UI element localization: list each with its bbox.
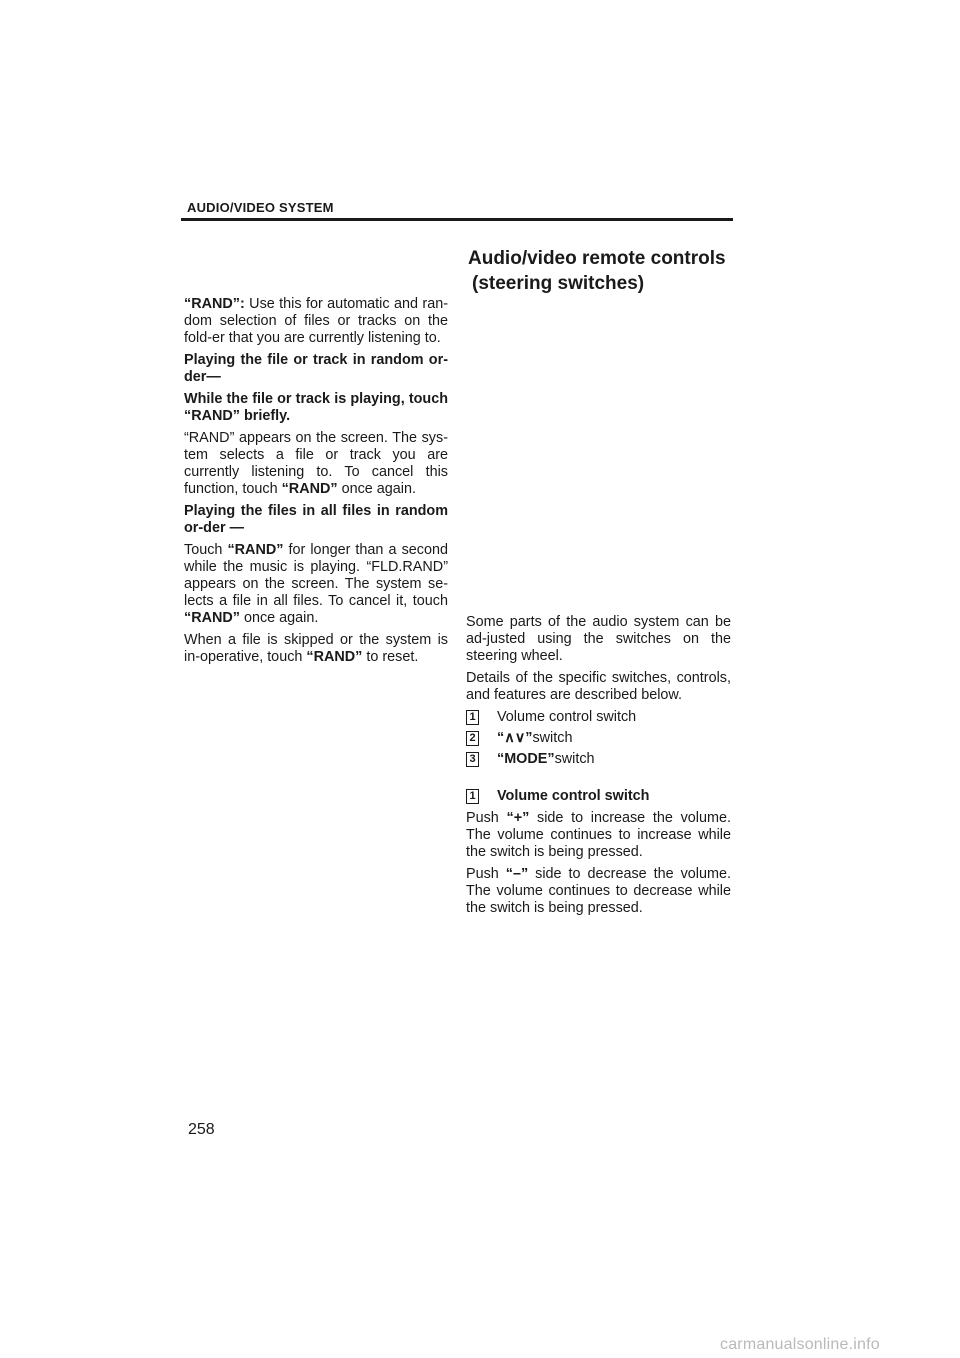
volume-increase-text [466,810,731,861]
running-header: AUDIO/VIDEO SYSTEM [187,200,334,215]
volume-subheading-title: Volume control switch [497,788,650,804]
text-run: once again. [239,610,319,626]
all-files-explanation [184,542,448,627]
text-run: to reset. [362,649,419,665]
list-item [466,751,731,768]
rand-term: “RAND”: [184,296,245,312]
random-instruction: While the file or track is playing, touch “RAND” briefly. [184,391,448,424]
volume-subheading [466,788,731,805]
list-item [466,709,731,726]
volume-decrease-text [466,866,731,917]
text-run: side to increase the volume. The volume continues to increase while the switch is being pressed. [466,810,731,860]
list-item-label: switch [532,730,573,746]
number-box: 1 [466,710,479,725]
header-rule [181,218,733,221]
text-run: side to decrease the volume. The volume continues to decrease while the switch is being pressed. [466,866,731,916]
section-title-line1: Audio/video remote controls [468,248,726,269]
number-box: 2 [466,731,479,746]
minus-term: “–” [505,866,529,882]
rand-term: “RAND” [184,610,240,626]
section-title-line2: (steering switches) [472,273,645,294]
list-item-label: switch [554,751,595,767]
text-run: Push [466,866,506,882]
rand-description: Use this for automatic and ran-dom selection of files or tracks on the fold-er that you are currently listening to. [184,296,448,346]
rand-definition [184,296,448,347]
text-run: for longer than a second while the music is playing. “FLD.RAND” appears on the screen. The system se-lects a file in all files. To cancel it, touch [184,542,448,609]
page-number: 258 [188,1121,215,1138]
rand-term: “RAND” [281,481,338,497]
text-run: Touch [184,542,228,558]
steering-intro: Some parts of the audio system can be ad-justed using the switches on the steering wheel. [466,614,731,664]
number-box: 3 [466,752,479,767]
plus-term: “+” [506,810,530,826]
random-explanation [184,430,448,498]
details-intro: Details of the specific switches, controls, and features are described below. [466,670,731,703]
rand-term: “RAND” [227,542,284,558]
text-run: Push [466,810,507,826]
text-run: When a file is skipped or the system is in-operative, touch [184,632,448,665]
watermark: carmanualsonline.info [720,1336,880,1353]
text-run: “RAND” appears on the screen. The sys-tem selects a file or track you are currently listening to. To cancel this function, touch [184,430,448,497]
all-files-heading: Playing the files in all files in random or-der — [184,503,448,536]
reset-note [184,632,448,666]
left-column [184,296,448,671]
number-box: 1 [466,789,479,804]
rand-term: “RAND” [306,649,363,665]
list-item-label: Volume control switch [497,709,637,725]
list-item [466,730,731,747]
list-item-label-bold: “∧∨” [497,730,533,746]
right-column [466,614,731,922]
random-heading: Playing the file or track in random or-der— [184,352,448,385]
list-item-label-bold: “MODE” [497,751,555,767]
text-run: once again. [337,481,416,497]
section-title [468,246,726,296]
